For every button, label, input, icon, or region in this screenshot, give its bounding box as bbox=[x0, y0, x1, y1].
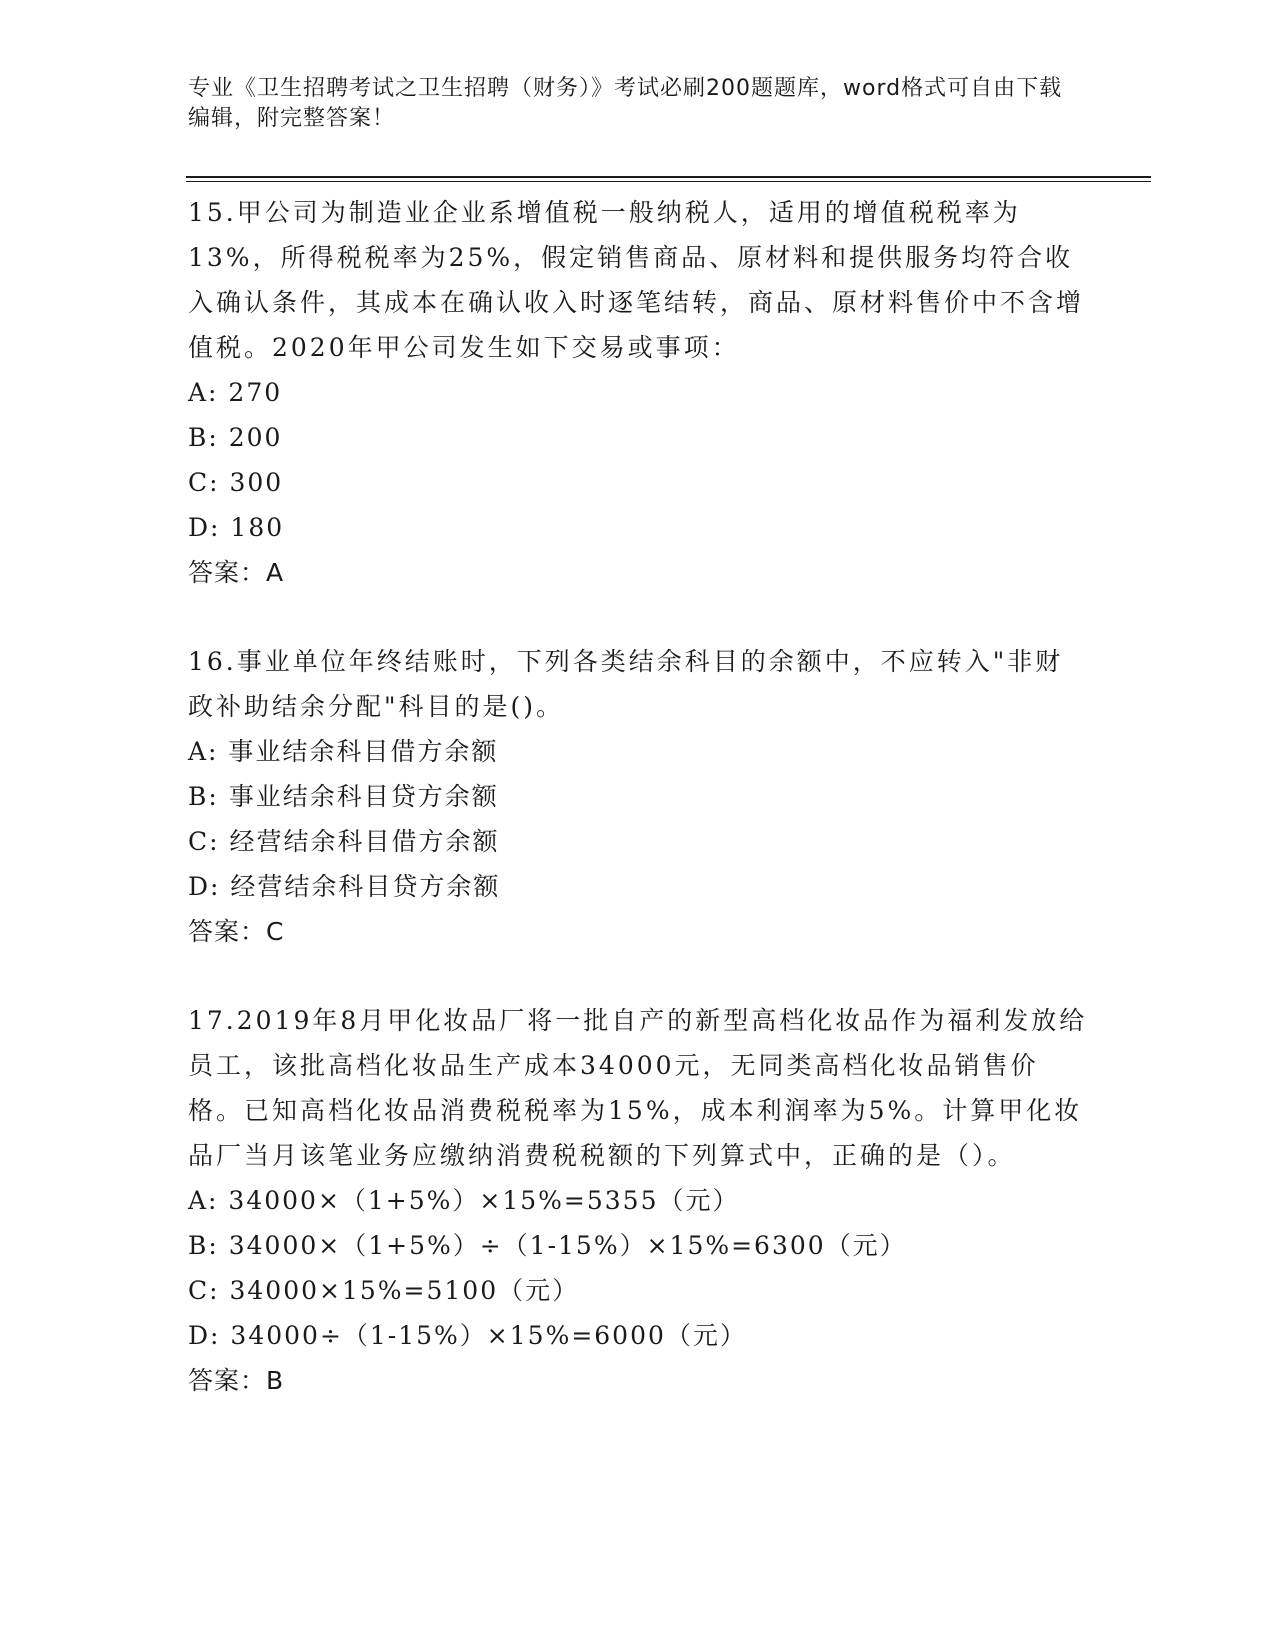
option-b: B: 200 bbox=[188, 423, 283, 452]
option-d: D: 经营结余科目贷方余额 bbox=[188, 872, 501, 901]
question-list bbox=[188, 190, 1088, 1403]
option-c: C: 经营结余科目借方余额 bbox=[188, 827, 500, 856]
option-b: B: 事业结余科目贷方余额 bbox=[188, 782, 499, 811]
answer: 答案：B bbox=[188, 1366, 285, 1395]
question-17 bbox=[188, 998, 1088, 1403]
option-a: A: 事业结余科目借方余额 bbox=[188, 737, 499, 766]
answer: 答案：A bbox=[188, 558, 285, 587]
option-c: C: 300 bbox=[188, 468, 284, 497]
option-b: B: 34000×（1+5%）÷（1-15%）×15%=6300（元） bbox=[188, 1231, 907, 1260]
option-list bbox=[188, 1178, 1088, 1358]
option-d: D: 180 bbox=[188, 513, 285, 542]
question-15 bbox=[188, 190, 1088, 595]
header-rule-thin bbox=[186, 181, 1151, 182]
option-a: A: 34000×（1+5%）×15%=5355（元） bbox=[188, 1186, 740, 1215]
answer: 答案：C bbox=[188, 917, 285, 946]
option-c: C: 34000×15%=5100（元） bbox=[188, 1276, 580, 1305]
option-list bbox=[188, 729, 1088, 909]
option-a: A: 270 bbox=[188, 378, 283, 407]
question-text: 16.事业单位年终结账时，下列各类结余科目的余额中，不应转入"非财政补助结余分配"科目的是()。 bbox=[188, 647, 1064, 721]
question-text: 17.2019年8月甲化妆品厂将一批自产的新型高档化妆品作为福利发放给员工，该批高档化妆品生产成本34000元，无同类高档化妆品销售价格。已知高档化妆品消费税税率为15%，成本利润率为5%。计算甲化妆品厂当月该笔业务应缴纳消费税税额的下列算式中，正确的是（）。 bbox=[188, 1006, 1088, 1170]
option-list bbox=[188, 370, 1088, 550]
header-rule-thick bbox=[186, 176, 1151, 178]
document-header: 专业《卫生招聘考试之卫生招聘（财务）》考试必刷200题题库，word格式可自由下载编辑，附完整答案！ bbox=[188, 76, 1063, 131]
question-text: 15.甲公司为制造业企业系增值税一般纳税人，适用的增值税税率为13%，所得税税率为25%，假定销售商品、原材料和提供服务均符合收入确认条件，其成本在确认收入时逐笔结转，商品、原材料售价中不含增值税。2020年甲公司发生如下交易或事项： bbox=[188, 198, 1085, 362]
option-d: D: 34000÷（1-15%）×15%=6000（元） bbox=[188, 1321, 747, 1350]
question-16 bbox=[188, 639, 1088, 954]
